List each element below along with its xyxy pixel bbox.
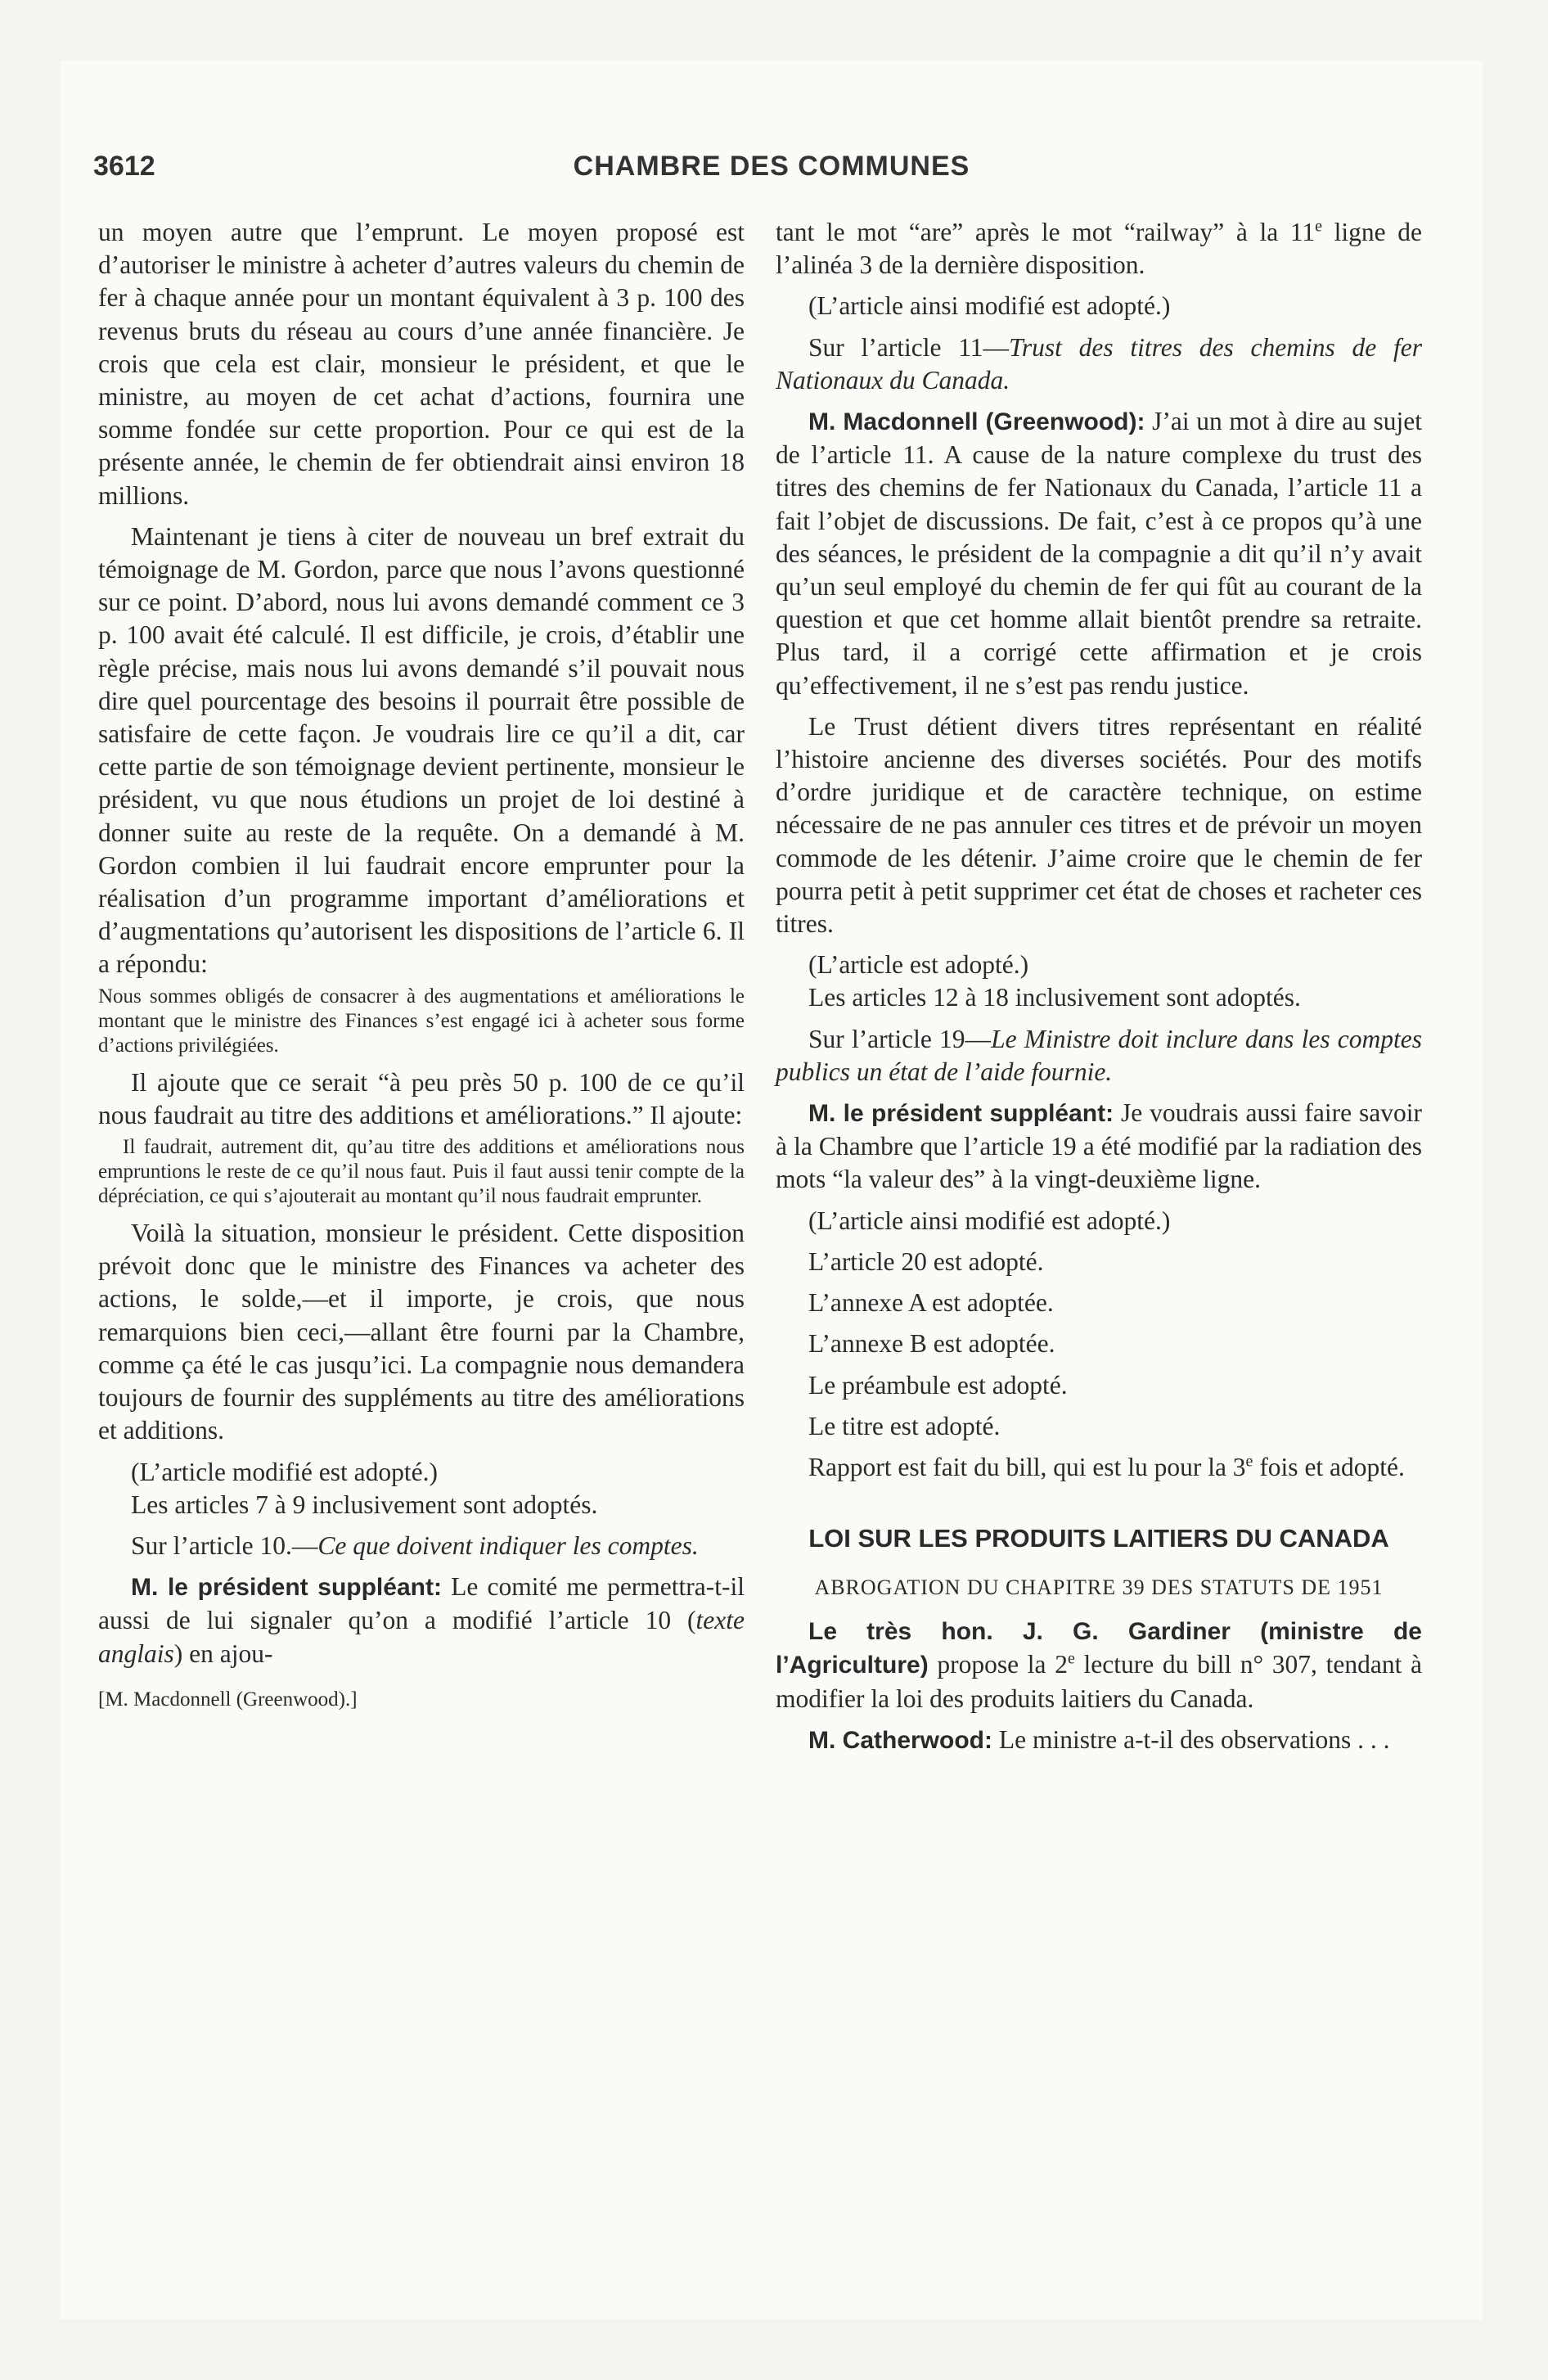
paragraph	[776, 1615, 1422, 1715]
paragraph-text: fois et adopté.	[1253, 1452, 1405, 1481]
clause-title: Trust des titres des chemins de fer Nationaux du Canada.	[776, 332, 1422, 394]
paragraph: (L’article est adopté.)	[808, 950, 1029, 980]
paragraph	[98, 1530, 745, 1562]
speech-text: Le comité me permettra-t-il aussi de lui signaler qu’on a modifié l’article 10 (	[98, 1572, 745, 1635]
paragraph: Le titre est adopté.	[808, 1411, 1001, 1440]
paragraph: (L’article modifié est adopté.)	[131, 1457, 438, 1486]
paragraph	[776, 1097, 1422, 1197]
left-column	[98, 216, 745, 1716]
paragraph: L’article 20 est adopté.	[808, 1246, 1044, 1276]
paragraph: un moyen autre que l’emprunt. Le moyen proposé est d’autoriser le ministre à acheter d’autres valeurs du chemin de fer à chaque année pour un montant équivalent à 3 p. 100 des revenus bruts du réseau au cours d’une année financière. Je crois que cela est clair, monsieur le président, et que le ministre, au moyen de cet achat d’actions, fournira une somme fondée sur cette proportion. Pour ce qui est de la présente année, le chemin de fer obtiendrait ainsi environ 18 millions.	[98, 218, 745, 510]
speaker-name: M. Macdonnell (Greenwood):	[808, 408, 1145, 436]
paragraph-text: Rapport est fait du bill, qui est lu pour la 3	[808, 1452, 1246, 1481]
speech-text: J’ai un mot à dire au sujet de l’article 11. A cause de la nature complexe du trust des titres des chemins de fer Nationaux du Canada, l’article 11 a fait l’objet de discussions. De fait, c’est à ce propos qu’à une des séances, le président de la compagnie a dit qu’il n’y avait qu’un seul employé du chemin de fer qui fût au courant de la question et que cet homme allait bientôt prendre sa retraite. Plus tard, il a corrigé cette affirmation et je crois qu’effectivement, il ne s’est pas rendu justice.	[776, 407, 1423, 700]
clause-lead: Sur l’article 10.—	[131, 1530, 318, 1560]
paragraph: Le préambule est adopté.	[808, 1370, 1068, 1400]
clause-lead: Sur l’article 19—	[808, 1024, 992, 1053]
clause-title: Le Ministre doit inclure dans les comptes publics un état de l’aide fournie.	[776, 1024, 1422, 1086]
paragraph	[776, 405, 1422, 702]
paragraph	[776, 1023, 1422, 1089]
paragraph	[776, 1724, 1422, 1757]
speaker-name: M. le président suppléant:	[808, 1100, 1114, 1128]
superscript: e	[1245, 1452, 1253, 1471]
paragraph: (L’article ainsi modifié est adopté.)	[808, 1206, 1171, 1235]
paragraph: Le Trust détient divers titres représentant en réalité l’histoire ancienne des diverses sociétés. Pour des motifs d’ordre juridique et de caractère technique, on estime nécessaire de ne pas annuler ces titres et de prévoir un moyen commode de les détenir. J’aime croire que le chemin de fer pourra petit à petit supprimer cet état de choses et racheter ces titres.	[776, 711, 1422, 939]
block-quote: Nous sommes obligés de consacrer à des augmentations et améliorations le montant que le ministre des Finances s’est engagé ici à acheter sous forme d’actions privilégiées.	[98, 985, 745, 1057]
paragraph: Il ajoute que ce serait “à peu près 50 p. 100 de ce qu’il nous faudrait au titre des additions et améliorations.” Il ajoute:	[98, 1067, 745, 1129]
paragraph: L’annexe A est adoptée.	[808, 1288, 1054, 1318]
speaker-name: M. le président suppléant:	[131, 1574, 442, 1602]
block-quote: Il faudrait, autrement dit, qu’au titre des additions et améliorations nous empruntions le reste de ce qu’il nous faut. Puis il faut aussi tenir compte de la dépréciation, ce qui s’ajouterait au montant qu’il nous faudrait emprunter.	[98, 1136, 745, 1208]
speech-italic: texte anglais	[98, 1606, 745, 1668]
clause-lead: Sur l’article 11—	[808, 332, 1010, 362]
speech-text: lecture du bill n° 307, tendant à modifier la loi des produits laitiers du Canada.	[776, 1650, 1422, 1713]
superscript: e	[1315, 217, 1323, 236]
footer-reference: [M. Macdonnell (Greenwood).]	[98, 1688, 358, 1711]
speech-text: propose la 2	[928, 1650, 1068, 1679]
page-header	[93, 151, 1450, 200]
section-heading: LOI SUR LES PRODUITS LAITIERS DU CANADA	[808, 1524, 1389, 1553]
clause-title: Ce que doivent indiquer les comptes.	[317, 1530, 699, 1560]
paragraph-text: ligne de l’alinéa 3 de la dernière disposition.	[776, 218, 1423, 280]
superscript: e	[1067, 1649, 1075, 1668]
right-column	[776, 216, 1422, 1757]
speaker-name: M. Catherwood:	[808, 1726, 992, 1754]
speaker-name: Le très hon. J. G. Gardiner (ministre de l’Agriculture)	[776, 1618, 1422, 1679]
paragraph	[776, 1451, 1422, 1484]
paragraph	[776, 216, 1422, 282]
paragraph: Les articles 7 à 9 inclusivement sont adoptés.	[131, 1490, 598, 1519]
speech-text: Le ministre a-t-il des observations . . .	[992, 1724, 1390, 1754]
paragraph	[98, 1571, 745, 1670]
page-number: 3612	[93, 151, 155, 182]
paragraph-text: tant le mot “are” après le mot “railway” à la 11	[776, 218, 1316, 246]
speech-text: Je voudrais aussi faire savoir à la Chambre que l’article 19 a été modifié par la radiation des mots “la valeur des” à la vingt-deuxième ligne.	[776, 1098, 1422, 1194]
paragraph: L’annexe B est adoptée.	[808, 1329, 1055, 1359]
speech-text: ) en ajou-	[173, 1639, 273, 1668]
paragraph	[776, 331, 1422, 397]
section-subheading: ABROGATION DU CHAPITRE 39 DES STATUTS DE 1951	[814, 1575, 1384, 1600]
paragraph: Les articles 12 à 18 inclusivement sont adoptés.	[808, 983, 1301, 1012]
paragraph: Maintenant je tiens à citer de nouveau un bref extrait du témoignage de M. Gordon, parce que nous l’avons questionné sur ce point. D’abord, nous lui avons demandé comment ce 3 p. 100 avait été calculé. Il est difficile, je crois, d’établir une règle précise, mais nous lui avons demandé s’il pouvait nous dire quel pourcentage des besoins il pourrait être possible de satisfaire de cette façon. Je voudrais lire ce qu’il a dit, car cette partie de son témoignage devient pertinente, monsieur le président, vu que nous étudions un projet de loi destiné à donner suite au reste de la requête. On a demandé à M. Gordon combien il lui faudrait encore emprunter pour la réalisation d’un programme important d’améliorations et d’augmentations qu’autorisent les dispositions de l’article 6. Il a répondu:	[98, 521, 745, 979]
paragraph: (L’article ainsi modifié est adopté.)	[808, 291, 1171, 321]
running-title: CHAMBRE DES COMMUNES	[573, 151, 970, 182]
paragraph: Voilà la situation, monsieur le président. Cette disposition prévoit donc que le ministre des Finances va acheter des actions, le solde,—et il importe, je crois, que nous remarquions bien ceci,—allant être fourni par la Chambre, comme ça été le cas jusqu’ici. La compagnie nous demandera toujours de fournir des suppléments au titre des améliorations et additions.	[98, 1219, 745, 1445]
